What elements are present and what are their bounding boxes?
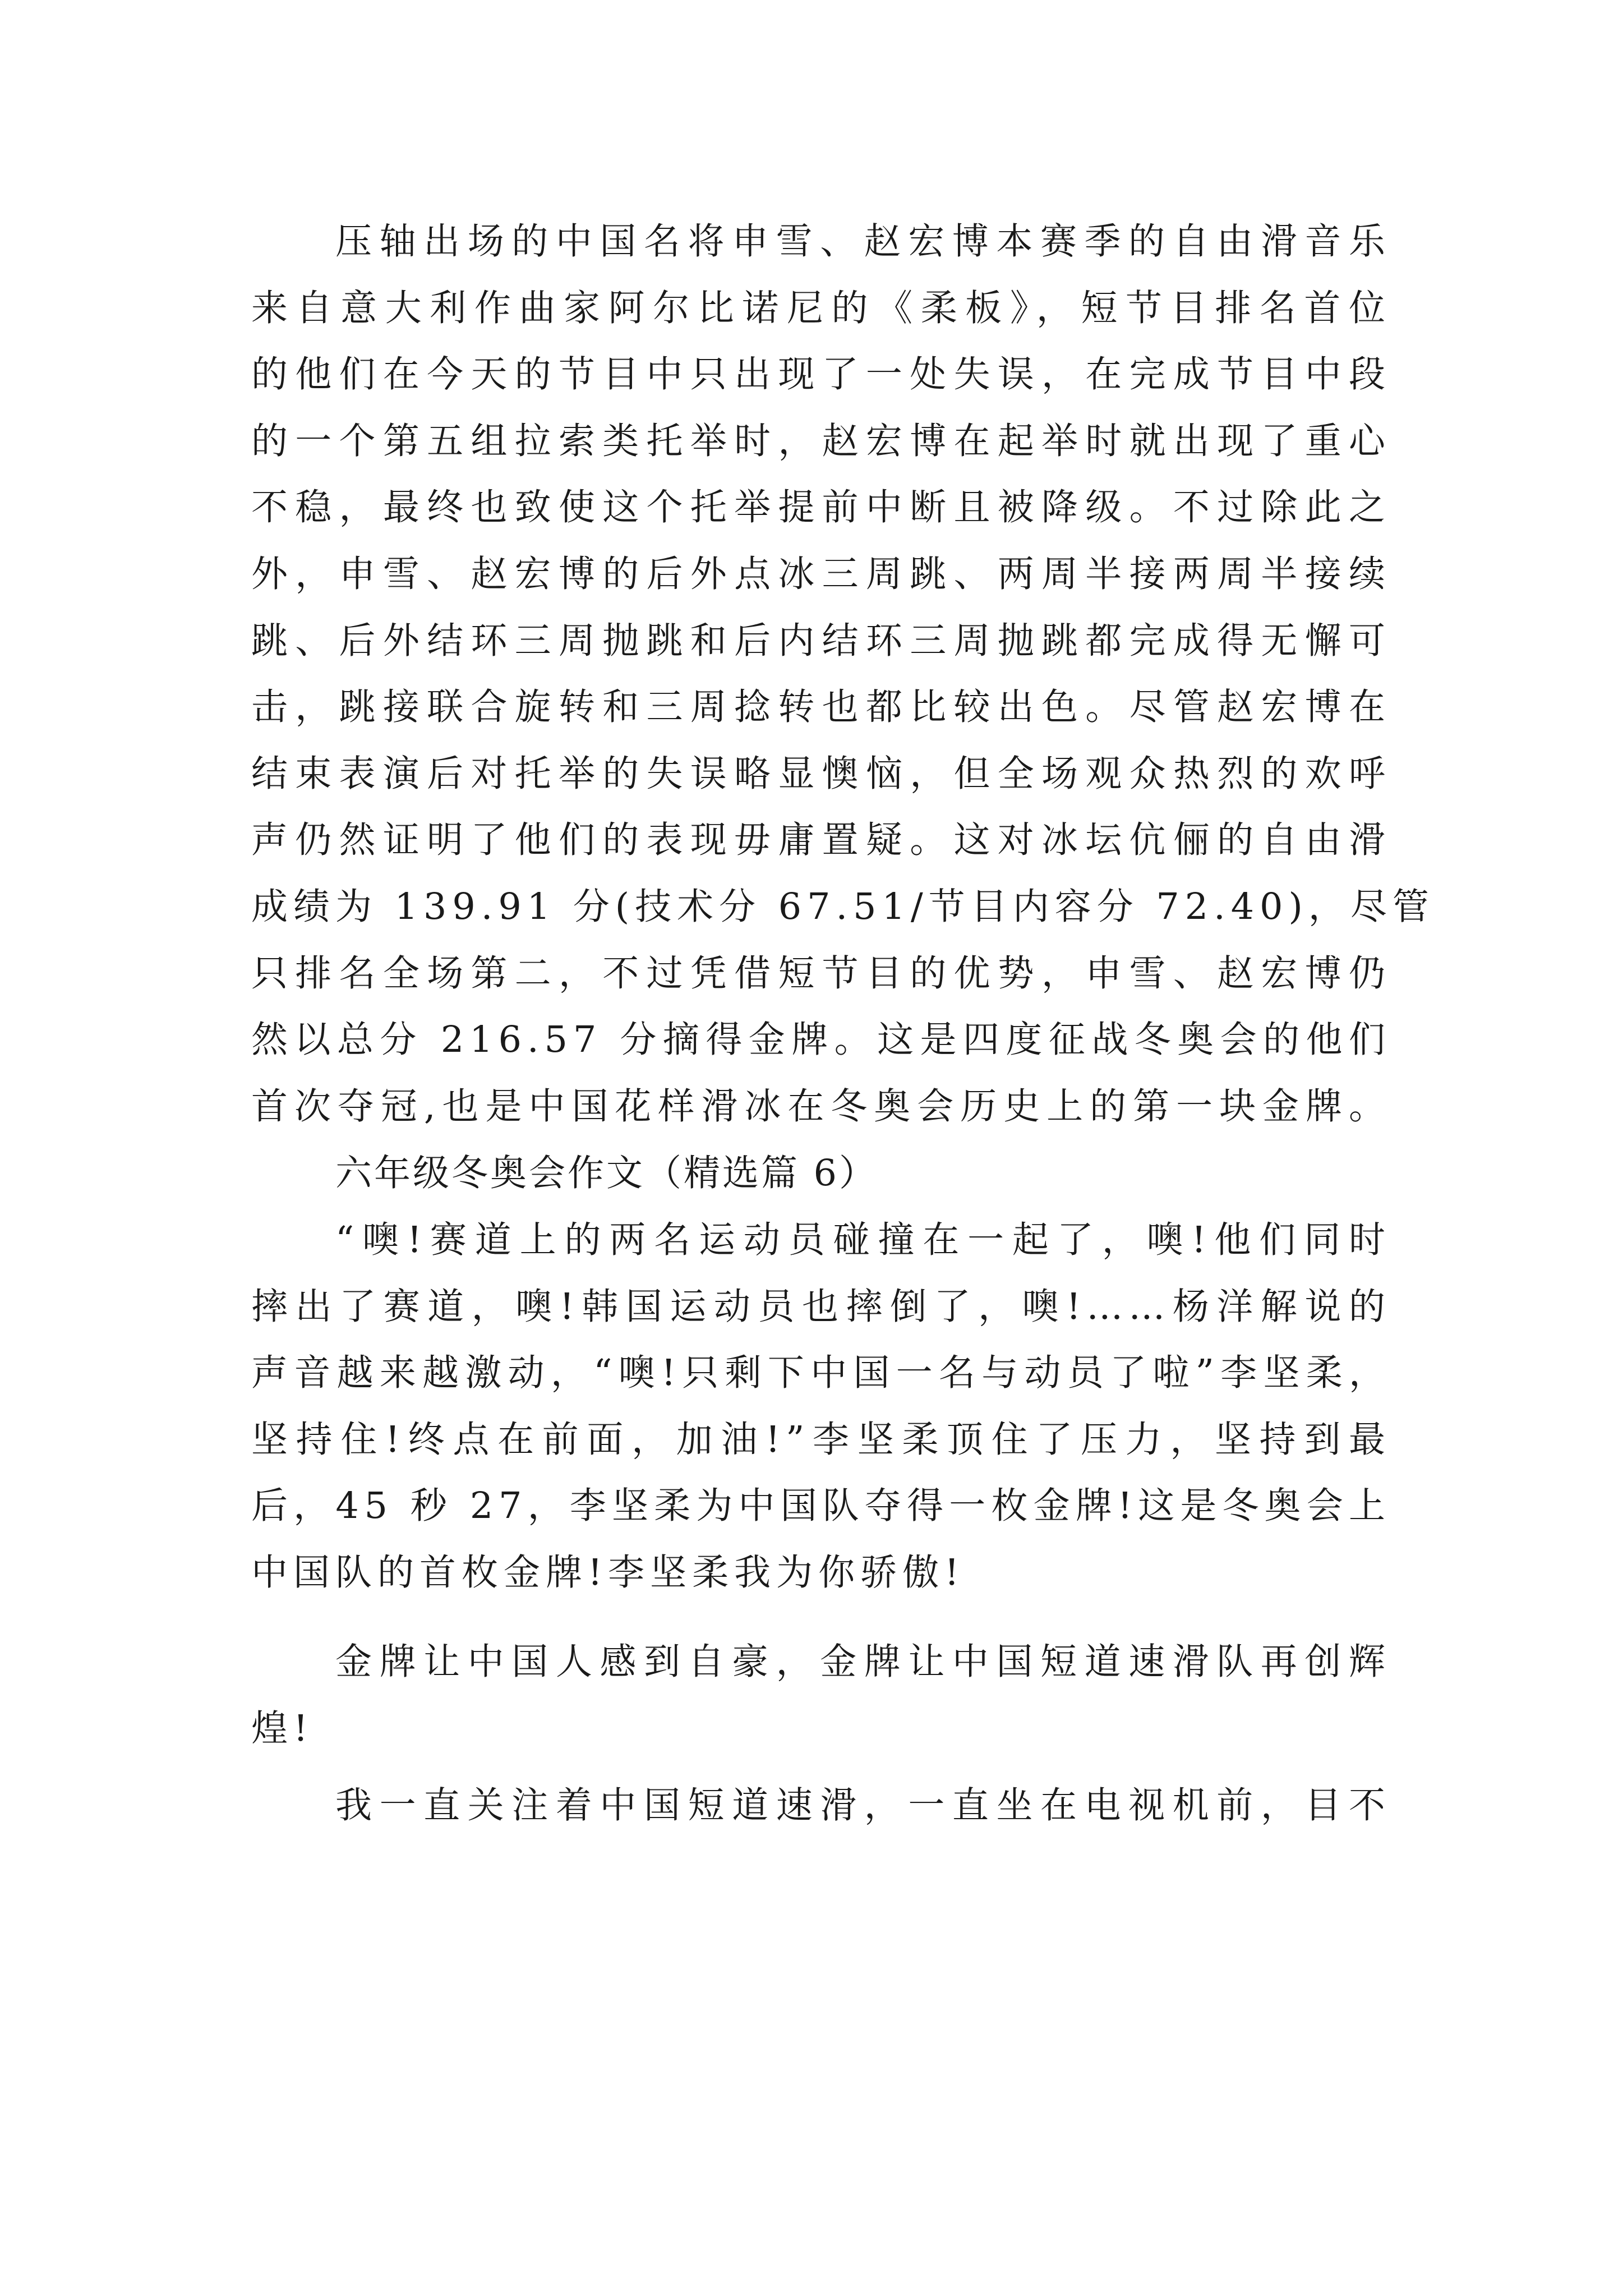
paragraph-line: 金牌让中国人感到自豪，金牌让中国短道速滑队再创辉 [335, 1641, 1391, 1683]
paragraph-line: 结束表演后对托举的失误略显懊恼，但全场观众热烈的欢呼 [251, 752, 1391, 795]
paragraph-line: 不稳，最终也致使这个托举提前中断且被降级。不过除此之 [251, 486, 1391, 529]
paragraph-line: 压轴出场的中国名将申雪、赵宏博本赛季的自由滑音乐 [335, 220, 1391, 263]
paragraph-line: 声仍然证明了他们的表现毋庸置疑。这对冰坛伉俪的自由滑 [251, 819, 1391, 862]
paragraph-watching [251, 1773, 1391, 1839]
paragraph-pride [251, 1629, 1391, 1762]
paragraph-line: 声音越来越激动，“噢!只剩下中国一名与动员了啦”李坚柔， [251, 1352, 1391, 1395]
paragraph-line: 来自意大利作曲家阿尔比诺尼的《柔板》，短节目排名首位 [251, 287, 1391, 329]
paragraph-line: 中国队的首枚金牌!李坚柔我为你骄傲! [251, 1551, 965, 1594]
paragraph-line: 坚持住!终点在前面，加油!”李坚柔顶住了压力，坚持到最 [251, 1418, 1391, 1461]
section-heading [251, 1140, 1391, 1207]
paragraph-commentary [251, 1207, 1391, 1607]
paragraph-line: 的他们在今天的节目中只出现了一处失误，在完成节目中段 [251, 353, 1391, 396]
paragraph-line: 然以总分 216.57 分摘得金牌。这是四度征战冬奥会的他们 [251, 1019, 1391, 1061]
paragraph-line: 的一个第五组拉索类托举时，赵宏博在起举时就出现了重心 [251, 420, 1391, 462]
paragraph-line: 跳、后外结环三周抛跳和后内结环三周抛跳都完成得无懈可 [251, 619, 1391, 662]
paragraph-line: 只排名全场第二，不过凭借短节目的优势，申雪、赵宏博仍 [251, 952, 1391, 995]
paragraph-line: 成绩为 139.91 分(技术分 67.51/节目内容分 72.40)，尽管 [251, 885, 1435, 928]
paragraph-line: “噢!赛道上的两名运动员碰撞在一起了，噢!他们同时 [335, 1219, 1391, 1261]
paragraph-line: 击，跳接联合旋转和三周捻转也都比较出色。尽管赵宏博在 [251, 686, 1391, 729]
paragraph-skating-gold [251, 209, 1435, 1140]
paragraph-line: 我一直关注着中国短道速滑，一直坐在电视机前，目不 [335, 1784, 1391, 1826]
paragraph-line: 后，45 秒 27，李坚柔为中国队夺得一枚金牌!这是冬奥会上 [251, 1485, 1391, 1527]
heading-text: 六年级冬奥会作文（精选篇 6） [335, 1152, 878, 1194]
paragraph-line: 首次夺冠,也是中国花样滑冰在冬奥会历史上的第一块金牌。 [251, 1085, 1391, 1128]
paragraph-line: 煌! [251, 1707, 314, 1750]
paragraph-line: 外，申雪、赵宏博的后外点冰三周跳、两周半接两周半接续 [251, 553, 1391, 595]
paragraph-line: 摔出了赛道，噢!韩国运动员也摔倒了，噢!……杨洋解说的 [251, 1285, 1391, 1328]
